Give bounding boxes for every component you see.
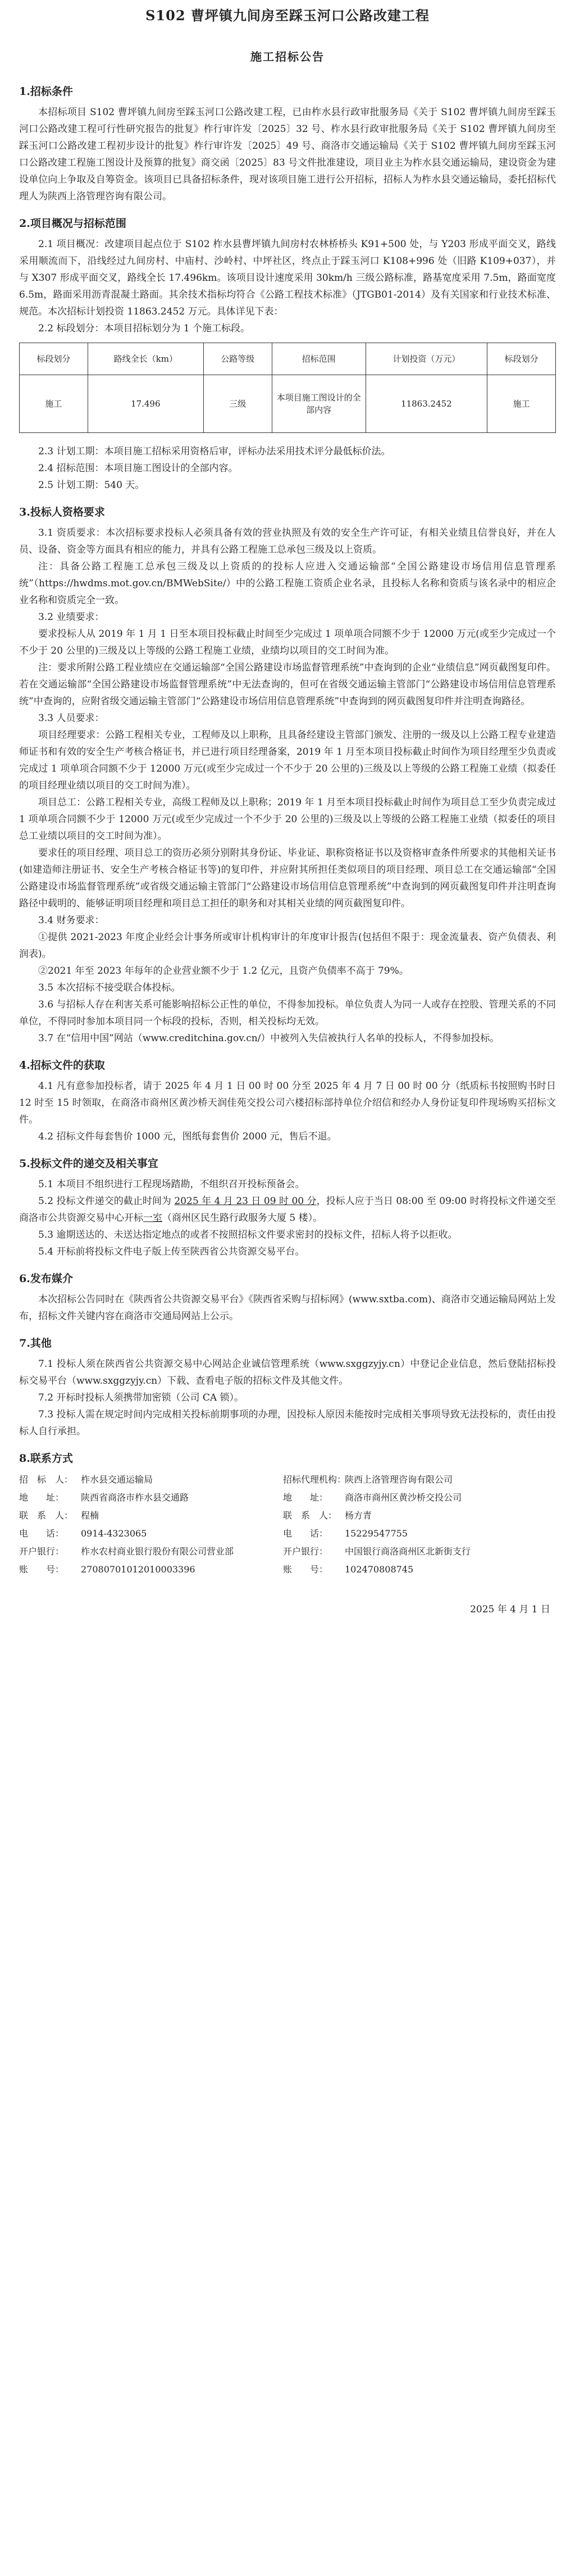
contact-label: 账 号：	[283, 1564, 328, 1575]
text-run: ，投标人应于当日 08:00 至 09:00 时将投标文件递交至商洛市公共资源交易中心开标	[19, 1196, 556, 1224]
contact-value: 柞水农村商业银行股份有限公司营业部	[81, 1546, 234, 1557]
paragraph: 3.1 资质要求：本次招标要求投标人必须具备有效的营业执照及有效的安全生产许可证，有相关业绩且信誉良好，并在人员、设备、资金等方面具有相应的能力，并具有公路工程施工总承包三级及以上资质。	[19, 527, 556, 555]
paragraph	[19, 1193, 556, 1227]
table-header-cell: 路线全长（km）	[88, 343, 203, 375]
table-cell: 17.496	[88, 375, 203, 433]
table-cell: 施工	[487, 375, 556, 433]
paragraph: 注：具备公路工程施工总承包三级及以上资质的的投标人应进入交通运输部“全国公路建设市场信用信息管理系统”（https://hwdms.mot.gov.cn/BMWebSite/）中的公路工程施工资质企业名录，且投标人名称和资质与该名录中的相应企业名称和资质完全一致。	[19, 561, 556, 606]
contact-row	[19, 1489, 556, 1507]
paragraph: 要求任的项目经理、项目总工的资历必须分别附其身份证、毕业证、职称资格证书以及资格审查条件所要求的其他相关证书(如建造师注册证书、安全生产考核合格证书等)的复印件，并应附其所担任类似项目的项目经理、项目总工在交通运输部“全国公路建设市场监督管理系统”或省级交通运输主管部门“公路建设市场信用信息管理系统”中查询到的网页截图复印件并注明查询路径中载明的、能够证明项目经理和项目总工担任的职务和对其相关业绩的网页截图复印件。	[19, 847, 556, 909]
section-heading: 1.招标条件	[19, 85, 73, 98]
contact-label: 电 话：	[283, 1528, 328, 1539]
paragraph: 2.1 项目概况：改建项目起点位于 S102 柞水县曹坪镇九间房村农林桥桥头 K91+500 处，与 Y203 形成平面交叉，路线采用顺流而下，沿线经过九间房村、中庙村、沙岭村、中坪社区，终点止于踩玉河口 K108+996 处（旧路 K109+037），并与 X307 形成平面交叉，路线全长 17.496km。该项目设计速度采用 30km/h 三级公路标准，路基宽度采用 7.5m，路面宽度 6.5m，路面采用沥青混凝土路面。其余技术指标均符合《公路工程技术标准》（JTGB01-2014）及有关国家和行业技术标准、规范。本次招标计划投资 11863.2452 万元。具体详见下表：	[19, 239, 556, 317]
contact-value: 柞水县交通运输局	[81, 1474, 153, 1485]
paragraph: 本招标项目 S102 曹坪镇九间房至踩玉河口公路改建工程，已由柞水县行政审批服务局《关于 S102 曹坪镇九间房至踩玉河口公路改建工程可行性研究报告的批复》柞行审许发〔2025〕32 号、柞水县行政审批服务局《关于 S102 曹坪镇九间房至踩玉河口公路改建工程初步设计的批复》柞行审许发〔2025〕49 号、商洛市交通运输局《关于 S102 曹坪镇九间房至踩玉河口公路改建工程施工图设计及预算的批复》商交函〔2025〕83 号文件批准建设，项目业主为柞水县交通运输局，建设资金为建设单位向上争取及自筹资金。该项目已具备招标条件，现对该项目施工进行公开招标，招标人为柞水县交通运输局，委托招标代理人为陕西上洛管理咨询有限公司。	[19, 107, 556, 202]
text-run: 5.2 投标文件递交的截止时间为	[38, 1196, 175, 1207]
paragraph: 2.2 标段划分：本项目招标划分为 1 个施工标段。	[38, 323, 250, 334]
deadline-underline: 2025 年 4 月 23 日 09 时 00 分	[174, 1196, 317, 1207]
text-run: （商州区民生路行政服务大厦 5 楼）。	[162, 1212, 323, 1224]
paragraph: 3.4 财务要求：	[38, 915, 104, 926]
section-heading: 4.招标文件的获取	[19, 1059, 105, 1072]
contact-label: 招 标 人：	[19, 1474, 74, 1485]
table-header-cell: 标段划分	[487, 343, 556, 375]
paragraph: 5.3 逾期送达的、未送达指定地点的或者不按照招标文件要求密封的投标文件，招标人将予以拒收。	[38, 1229, 458, 1241]
document-title: S102 曹坪镇九间房至踩玉河口公路改建工程	[145, 7, 430, 24]
contact-value: 27080701012010003396	[81, 1564, 195, 1575]
table-header-cell: 公路等级	[203, 343, 272, 375]
publish-date: 2025 年 4 月 1 日	[470, 1604, 550, 1615]
contact-label: 招标代理机构：	[283, 1474, 346, 1485]
paragraph: ①提供 2021-2023 年度企业经会计事务所或审计机构审计的年度审计报告(包括但不限于：现金流量表、资产负债表、利润表)。	[19, 932, 556, 960]
contact-label: 联 系 人：	[283, 1510, 337, 1521]
paragraph: 5.4 开标前将投标文件电子版上传至陕西省公共资源交易平台。	[38, 1246, 305, 1257]
contact-row	[19, 1525, 556, 1543]
paragraph: 项目经理要求：公路工程相关专业，工程师及以上职称，且具备经建设主管部门颁发、注册的一级及以上公路工程专业建造师证书和有效的安全生产考核合格证书，并已进行项目经理备案，2019 年 1 月至本项目投标截止时间作为项目经理至少负责或完成过 1 项单项合同额不少于 12000 万元(或至少完成过一个不少于 20 公里的)三级及以上等级的公路工程施工业绩（拟委任的项目经理业绩以项目的交工时间为准）。	[19, 730, 556, 791]
paragraph: 5.1 本项目不组织进行工程现场踏勘，不组织召开投标预备会。	[38, 1179, 305, 1190]
table-header-cell: 标段划分	[20, 343, 88, 375]
table-cell: 三级	[203, 375, 272, 433]
contact-value: 杨方青	[345, 1510, 372, 1521]
paragraph: 本次招标公告同时在《陕西省公共资源交易平台》《陕西省采购与招标网》(www.sxtba.com)、商洛市交通运输局网站上发布，招标文件关键内容在商洛市交通局网站上公示。	[19, 1294, 556, 1322]
section-heading: 8.联系方式	[19, 1452, 73, 1465]
paragraph: 注：要求所附公路工程业绩应在交通运输部“全国公路建设市场监督管理系统”中查询到的企业“业绩信息”网页截图复印件。若在交通运输部“全国公路建设市场监督管理系统”中无法查询的，但可在省级交通运输主管部门“公路建设市场信用信息管理系统”中查询的，应附省级交通运输主管部门“公路建设市场信用信息管理系统”中查询到的网页截图复印件并注明查询路径。	[19, 662, 556, 707]
section-heading: 3.投标人资格要求	[19, 506, 105, 518]
paragraph: 4.2 招标文件每套售价 1000 元，图纸每套售价 2000 元，售后不退。	[38, 1131, 337, 1142]
contact-label: 开户银行：	[283, 1546, 328, 1557]
section-heading: 6.发布媒介	[19, 1273, 73, 1285]
paragraph: 3.6 与招标人存在利害关系可能影响招标公正性的单位，不得参加投标。单位负责人为同一人或存在控股、管理关系的不同单位，不得同时参加本项目同一个标段的投标，否则，相关投标均无效。	[19, 999, 556, 1027]
table-cell: 施工	[20, 375, 88, 433]
paragraph: 要求投标人从 2019 年 1 月 1 日至本项目投标截止时间至少完成过 1 项单项合同额不少于 12000 万元(或至少完成过一个不少于 20 公里的)三级及以上等级的公路工程施工业绩，业绩均以项目的交工时间为准。	[19, 628, 556, 656]
contact-label: 账 号：	[19, 1564, 65, 1575]
section-heading: 7.其他	[19, 1337, 52, 1349]
contact-value: 程楠	[81, 1510, 99, 1521]
bid-section-table	[19, 343, 556, 433]
contact-value: 陕西上洛管理咨询有限公司	[345, 1474, 453, 1485]
paragraph: 4.1 凡有意参加投标者，请于 2025 年 4 月 1 日 00 时 00 分至 2025 年 4 月 7 日 00 时 00 分（纸质标书按照购书时日 12 时至 15 时领取，在商洛市商州区黄沙桥天润佳苑交投公司六楼招标部持单位介绍信和经办人身份证复印件现场购买招标文件。	[19, 1080, 556, 1125]
contact-row	[19, 1507, 556, 1525]
contact-value: 陕西省商洛市柞水县交通路	[81, 1492, 189, 1503]
document-subtitle: 施工招标公告	[250, 50, 325, 63]
table-row	[20, 375, 556, 433]
paragraph: 2.4 招标范围：本项目施工图设计的全部内容。	[38, 463, 238, 474]
room-underline: 一室	[143, 1212, 162, 1224]
paragraph: 7.3 投标人需在规定时间内完成相关投标前期事项的办理，因投标人原因未能按时完成相关事项导致无法投标的，责任由投标人自行承担。	[19, 1409, 556, 1437]
table-header-cell: 计划投资（万元）	[366, 343, 487, 375]
contact-value: 中国银行商洛商州区北新街支行	[345, 1546, 471, 1557]
paragraph: 7.2 开标时投标人须携带加密锁（公司 CA 锁）。	[38, 1392, 244, 1403]
contact-label: 开户银行：	[19, 1546, 65, 1557]
paragraph: 2.5 计划工期：540 天。	[38, 480, 145, 491]
section-heading: 2.项目概况与招标范围	[19, 217, 126, 230]
paragraph: 项目总工：公路工程相关专业，高级工程师及以上职称；2019 年 1 月至本项目投标截止时间作为项目总工至少负责完成过 1 项单项合同额不少于 12000 万元(或至少完成过一个不少于 20 公里的)三级及以上等级的公路工程施工业绩（拟委任的项目总工业绩以项目的交工时间为准）。	[19, 797, 556, 842]
contact-value: 商洛市商州区黄沙桥交投公司	[345, 1492, 462, 1503]
contact-block	[19, 1471, 556, 1579]
section-heading: 5.投标文件的递交及相关事宜	[19, 1157, 158, 1170]
contact-value: 15229547755	[345, 1528, 408, 1539]
contact-row	[19, 1543, 556, 1561]
paragraph: 3.2 业绩要求：	[38, 612, 104, 623]
contact-label: 电 话：	[19, 1528, 65, 1539]
table-cell: 本项目施工图设计的全部内容	[272, 375, 366, 433]
contact-row	[19, 1471, 556, 1489]
contact-label: 地 址：	[19, 1492, 65, 1503]
contact-value: 102470808745	[345, 1564, 414, 1575]
table-header-row	[20, 343, 556, 375]
paragraph: 2.3 计划工期：本项目施工招标采用资格后审，评标办法采用技术评分最低标价法。	[38, 446, 391, 457]
table-cell: 11863.2452	[366, 375, 487, 433]
paragraph: 3.5 本次招标不接受联合体投标。	[38, 982, 181, 993]
paragraph: 3.7 在“信用中国”网站（www.creditchina.gov.cn/）中被列入失信被执行人名单的投标人，不得参加投标。	[38, 1033, 500, 1044]
contact-value: 0914-4323065	[81, 1528, 147, 1539]
contact-label: 联 系 人：	[19, 1510, 74, 1521]
paragraph: 3.3 人员要求：	[38, 713, 104, 724]
contact-label: 地 址：	[283, 1492, 328, 1503]
paragraph: 7.1 投标人须在陕西省公共资源交易中心网站企业诚信管理系统（www.sxggzyjy.cn）中登记企业信息，然后登陆招标投标交易平台（www.sxggzyjy.cn）下载、查看电子版的招标文件及其他文件。	[19, 1358, 556, 1387]
paragraph: ②2021 年至 2023 年每年的企业营业额不少于 1.2 亿元，且资产负债率不高于 79%。	[38, 965, 409, 977]
table-header-cell: 招标范围	[272, 343, 366, 375]
contact-row	[19, 1561, 556, 1579]
